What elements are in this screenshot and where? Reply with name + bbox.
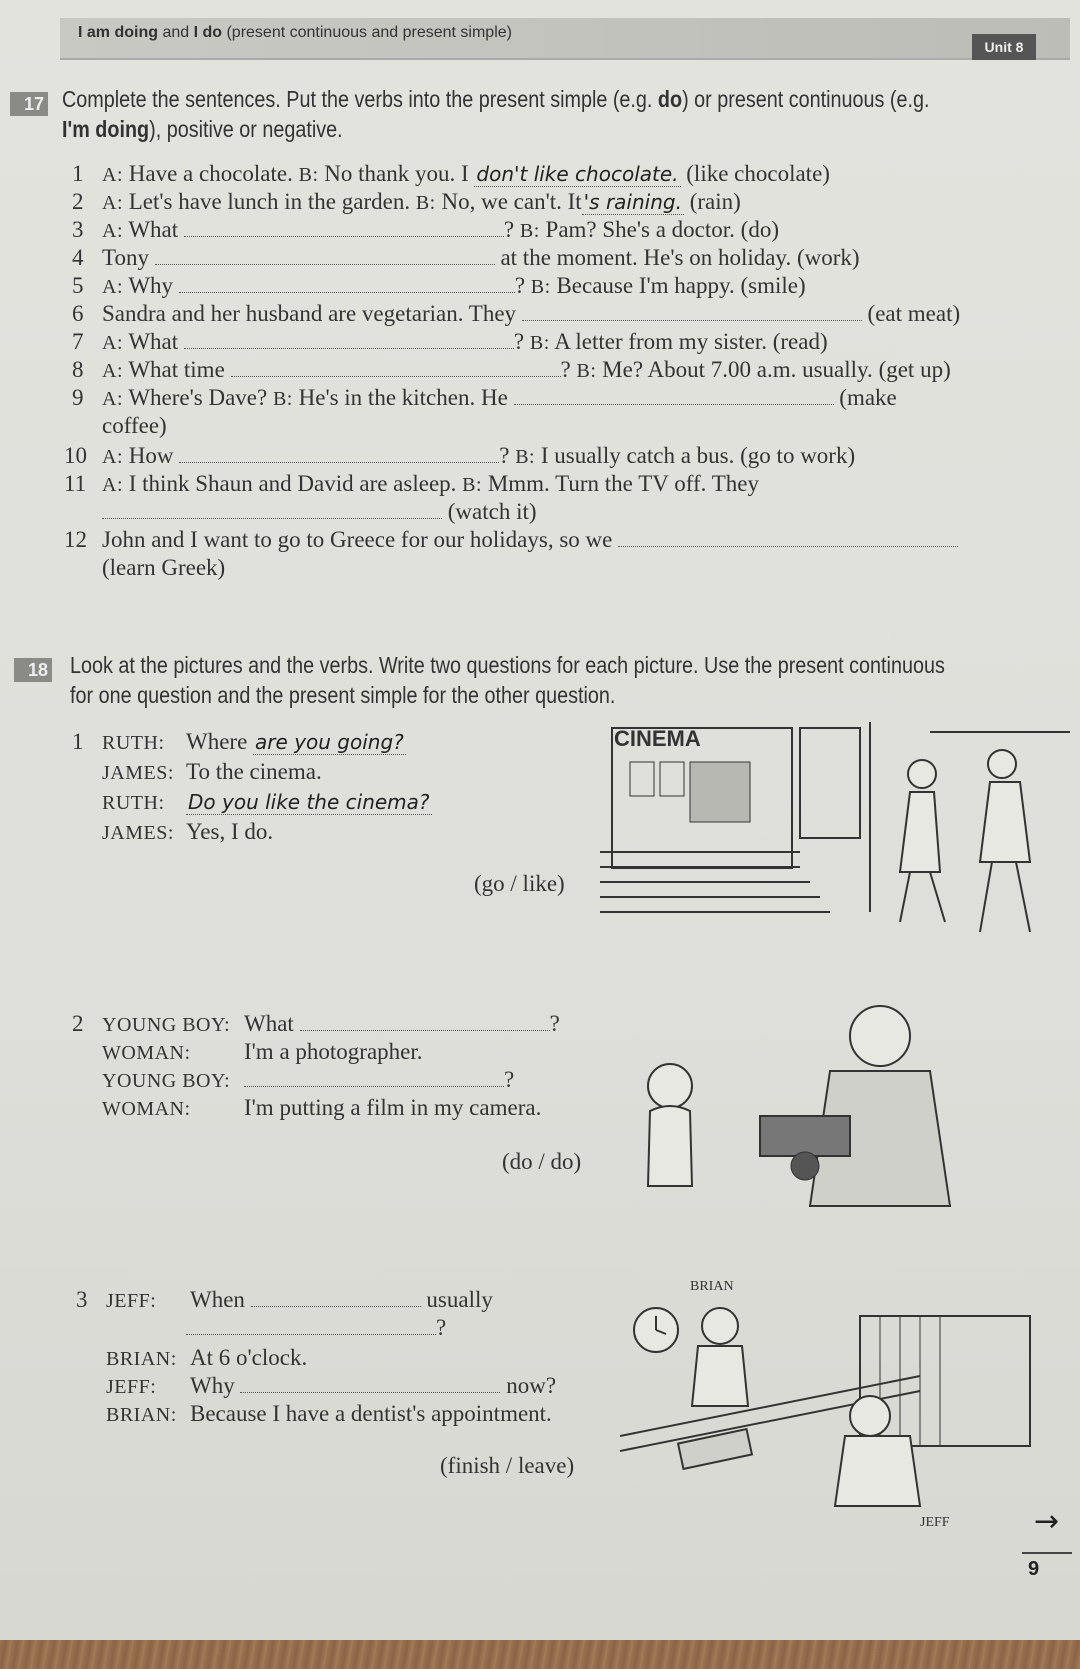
office-illustration <box>620 1276 1070 1536</box>
verb-hint: (do / do) <box>502 1149 582 1174</box>
list-item: 3 A: What ? B: Pam? She's a doctor. (do) <box>72 217 779 242</box>
list-item-continuation: coffee) <box>102 413 167 438</box>
page-number: 9 <box>1028 1558 1040 1580</box>
answer-field[interactable]: 's raining. <box>583 190 682 214</box>
answer-field[interactable]: Do you like the cinema? <box>188 790 430 814</box>
answer-field[interactable] <box>618 532 958 547</box>
answer-field[interactable]: don't like chocolate. <box>476 162 679 186</box>
list-item: 7 A: What ? B: A letter from my sister. (read) <box>72 329 828 354</box>
verb-hint: (go / like) <box>474 871 565 896</box>
exercise-17-instruction: Complete the sentences. Put the verbs into the present simple (e.g. do) or present continuous (e.g. I'm doing), positive or negative. <box>62 86 930 142</box>
photographer-illustration <box>630 996 970 1216</box>
answer-field[interactable] <box>244 1072 504 1087</box>
table-surface <box>0 1640 1080 1669</box>
header-title: I am doing and I do (present continuous and present simple) <box>78 24 512 41</box>
verb-hint: (finish / leave) <box>440 1453 575 1478</box>
cinema-illustration <box>600 722 1070 942</box>
list-item: 9 A: Where's Dave? B: He's in the kitchen. He (make <box>72 385 897 410</box>
exercise-number-18: 18 <box>14 658 52 682</box>
answer-field[interactable] <box>240 1378 500 1393</box>
answer-field[interactable] <box>186 1320 436 1335</box>
exercise-18-instruction: Look at the pictures and the verbs. Write two questions for each picture. Use the present continuous for one question and the present simple for the other question. <box>70 652 945 708</box>
list-item: 1 A: Have a chocolate. B: No thank you. I don't like chocolate. (like chocolate) <box>72 161 830 186</box>
list-item: 11 A: I think Shaun and David are asleep. B: Mmm. Turn the TV off. They <box>64 471 759 496</box>
label-brian: BRIAN <box>690 1279 734 1294</box>
unit-badge: Unit 8 <box>972 34 1036 60</box>
exercise-number-17: 17 <box>10 92 48 116</box>
list-item: 8 A: What time ? B: Me? About 7.00 a.m. usually. (get up) <box>72 357 951 382</box>
cinema-sign: CINEMA <box>614 726 701 751</box>
list-item-continuation: (learn Greek) <box>102 555 226 580</box>
list-item: 10 A: How ? B: I usually catch a bus. (go to work) <box>64 443 856 468</box>
list-item: 2 A: Let's have lunch in the garden. B: No, we can't. It 's raining. (rain) <box>72 189 741 214</box>
answer-field[interactable] <box>300 1016 550 1031</box>
answer-field[interactable] <box>522 306 862 321</box>
answer-field[interactable] <box>514 390 834 405</box>
answer-field[interactable] <box>184 222 504 237</box>
list-item: 6 Sandra and her husband are vegetarian. They (eat meat) <box>72 301 961 326</box>
answer-field[interactable] <box>155 250 495 265</box>
answer-field[interactable] <box>251 1292 421 1307</box>
next-page-arrow-icon[interactable]: → <box>1034 1504 1060 1539</box>
answer-field[interactable]: are you going? <box>255 730 404 754</box>
answer-field[interactable] <box>231 362 561 377</box>
list-item: 4 Tony at the moment. He's on holiday. (work) <box>72 245 860 270</box>
answer-field[interactable] <box>102 504 442 519</box>
page-number-rule <box>1022 1552 1072 1554</box>
answer-field[interactable] <box>184 334 514 349</box>
list-item-continuation: (watch it) <box>102 498 537 526</box>
answer-field[interactable] <box>179 448 499 463</box>
list-item: 5 A: Why ? B: Because I'm happy. (smile) <box>72 273 806 298</box>
list-item: 12 John and I want to go to Greece for our holidays, so we <box>64 526 958 554</box>
label-jeff: JEFF <box>920 1515 950 1530</box>
answer-field[interactable] <box>179 278 515 293</box>
